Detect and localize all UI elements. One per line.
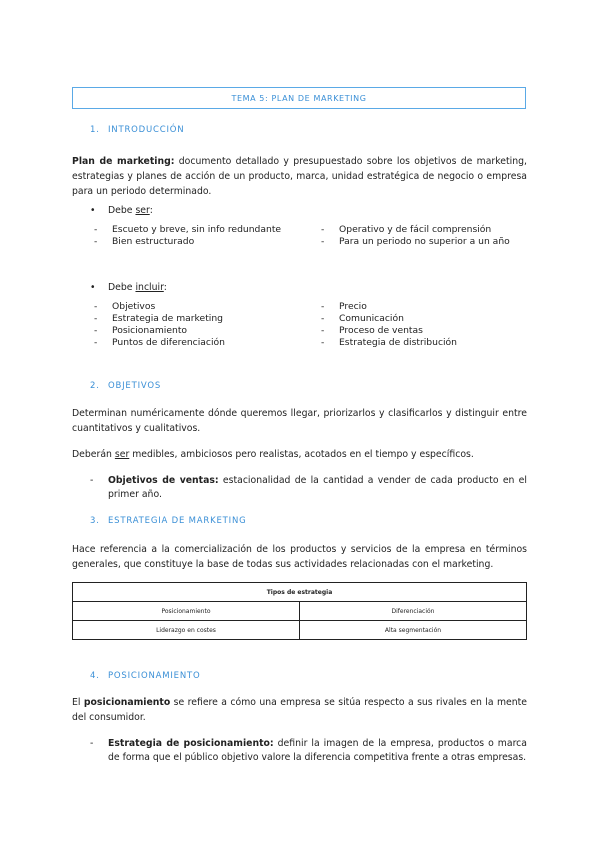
bullet-dot: •: [90, 205, 96, 216]
p2-underlined-word: ser: [114, 449, 130, 460]
dash: -: [94, 337, 98, 348]
list-item: [321, 224, 510, 236]
p2-prefix: Deberán: [72, 449, 115, 460]
dash: -: [94, 325, 98, 336]
table-cell: Posicionamiento: [73, 602, 300, 621]
heading-number: 1.: [90, 125, 100, 135]
sub-item-term: Estrategia de posicionamiento:: [108, 738, 274, 749]
estrategia-paragraph: Hace referencia a la comercialización de los productos y servicios de la empresa en términos generales, que constituye la base de todas sus actividades relacionadas con el marketing.: [72, 544, 527, 570]
list-item-text: Objetivos: [112, 301, 156, 312]
p1-prefix: El: [72, 697, 84, 708]
p1-text: se refiere a cómo una empresa se sitúa respecto a sus rivales en la mente del consumidor.: [72, 697, 527, 723]
list-item-text: Puntos de diferenciación: [112, 337, 225, 348]
sub-item-desc: estacionalidad de la cantidad a vender de cada producto en el primer año.: [108, 475, 527, 500]
incluir-list-left: [94, 301, 225, 349]
dash: -: [321, 325, 325, 336]
heading-text: ESTRATEGIA DE MARKETING: [108, 516, 247, 526]
list-item-text: Operativo y de fácil comprensión: [339, 224, 492, 235]
table-cell: Diferenciación: [300, 602, 527, 621]
estrategia-posicionamiento-item: [90, 737, 527, 765]
dash: -: [321, 337, 325, 348]
list-item: [94, 301, 225, 313]
p1-term: posicionamiento: [83, 697, 171, 708]
sub-item-desc: definir la imagen de la empresa, productos o marca de forma que el público objetivo valore la diferencia competitiva frente a otras empresas.: [108, 738, 527, 763]
definition-paragraph: [72, 154, 527, 199]
sub-item-text: [108, 474, 527, 502]
list-item-text: Precio: [339, 301, 367, 312]
bullet-suffix: :: [163, 282, 167, 293]
list-item: [94, 337, 225, 349]
list-item: [94, 236, 281, 248]
dash: -: [94, 313, 98, 324]
table-row: [73, 602, 527, 621]
list-item-text: Escueto y breve, sin info redundante: [112, 224, 282, 235]
dash: -: [94, 236, 98, 247]
objetivos-paragraph-2: [72, 447, 527, 462]
heading-objetivos: [90, 381, 161, 391]
dash: -: [90, 738, 94, 749]
bullet-suffix: :: [149, 205, 153, 216]
table-cell: Alta segmentación: [300, 621, 527, 640]
posicionamiento-paragraph: [72, 695, 527, 725]
dash: -: [321, 301, 325, 312]
heading-number: 2.: [90, 381, 100, 391]
ser-list-left: [94, 224, 281, 248]
dash: -: [321, 236, 325, 247]
heading-number: 3.: [90, 516, 100, 526]
sub-item-term: Objetivos de ventas:: [108, 475, 219, 486]
list-item: [94, 313, 225, 325]
dash: -: [321, 224, 325, 235]
heading-text: OBJETIVOS: [108, 381, 162, 391]
objetivos-ventas-item: [90, 474, 527, 502]
list-item: [321, 313, 457, 325]
bullet-prefix: Debe: [108, 205, 136, 216]
bullet-prefix: Debe: [108, 282, 136, 293]
document-title: TEMA 5: PLAN DE MARKETING: [72, 87, 526, 109]
bullet-debe-ser: [90, 205, 153, 216]
bullet-underlined-word: incluir: [135, 282, 164, 293]
heading-posicionamiento: [90, 671, 200, 681]
table-header: Tipos de estrategia: [73, 583, 527, 602]
list-item: [321, 325, 457, 337]
list-item-text: Comunicación: [339, 313, 404, 324]
list-item-text: Posicionamiento: [112, 325, 188, 336]
p2-suffix: medibles, ambiciosos pero realistas, acotados en el tiempo y específicos.: [129, 449, 474, 460]
heading-number: 4.: [90, 671, 100, 681]
definition-term: Plan de marketing:: [72, 156, 175, 167]
dash: -: [94, 224, 98, 235]
list-item-text: Bien estructurado: [112, 236, 195, 247]
list-item: [321, 236, 510, 248]
table-cell: Liderazgo en costes: [73, 621, 300, 640]
ser-list-right: [321, 224, 510, 248]
bullet-underlined-word: ser: [135, 205, 150, 216]
sub-item-text: [108, 737, 527, 765]
list-item: [321, 301, 457, 313]
objetivos-paragraph: Determinan numéricamente dónde queremos llegar, priorizarlos y clasificarlos y distinguir entre cuantitativos y cualitativos.: [72, 408, 527, 434]
list-item: [321, 337, 457, 349]
definition-text: documento detallado y presupuestado sobre los objetivos de marketing, estrategias y planes de acción de un producto, marca, unidad estratégica de negocio o empresa para un periodo determinado.: [72, 156, 528, 197]
list-item-text: Estrategia de marketing: [112, 313, 224, 324]
table-row: [73, 621, 527, 640]
list-item: [94, 325, 225, 337]
list-item-text: Para un periodo no superior a un año: [339, 236, 510, 247]
heading-text: INTRODUCCIÓN: [108, 125, 185, 135]
list-item-text: Estrategia de distribución: [339, 337, 458, 348]
heading-text: POSICIONAMIENTO: [108, 671, 201, 681]
list-item-text: Proceso de ventas: [339, 325, 423, 336]
strategy-table: [72, 582, 527, 640]
incluir-list-right: [321, 301, 457, 349]
heading-estrategia: [90, 516, 247, 526]
table-header-row: [73, 583, 527, 602]
list-item: [94, 224, 281, 236]
dash: -: [321, 313, 325, 324]
bullet-dot: •: [90, 282, 96, 293]
bullet-debe-incluir: [90, 282, 167, 293]
dash: -: [94, 301, 98, 312]
dash: -: [90, 475, 94, 486]
heading-introduccion: [90, 125, 184, 135]
